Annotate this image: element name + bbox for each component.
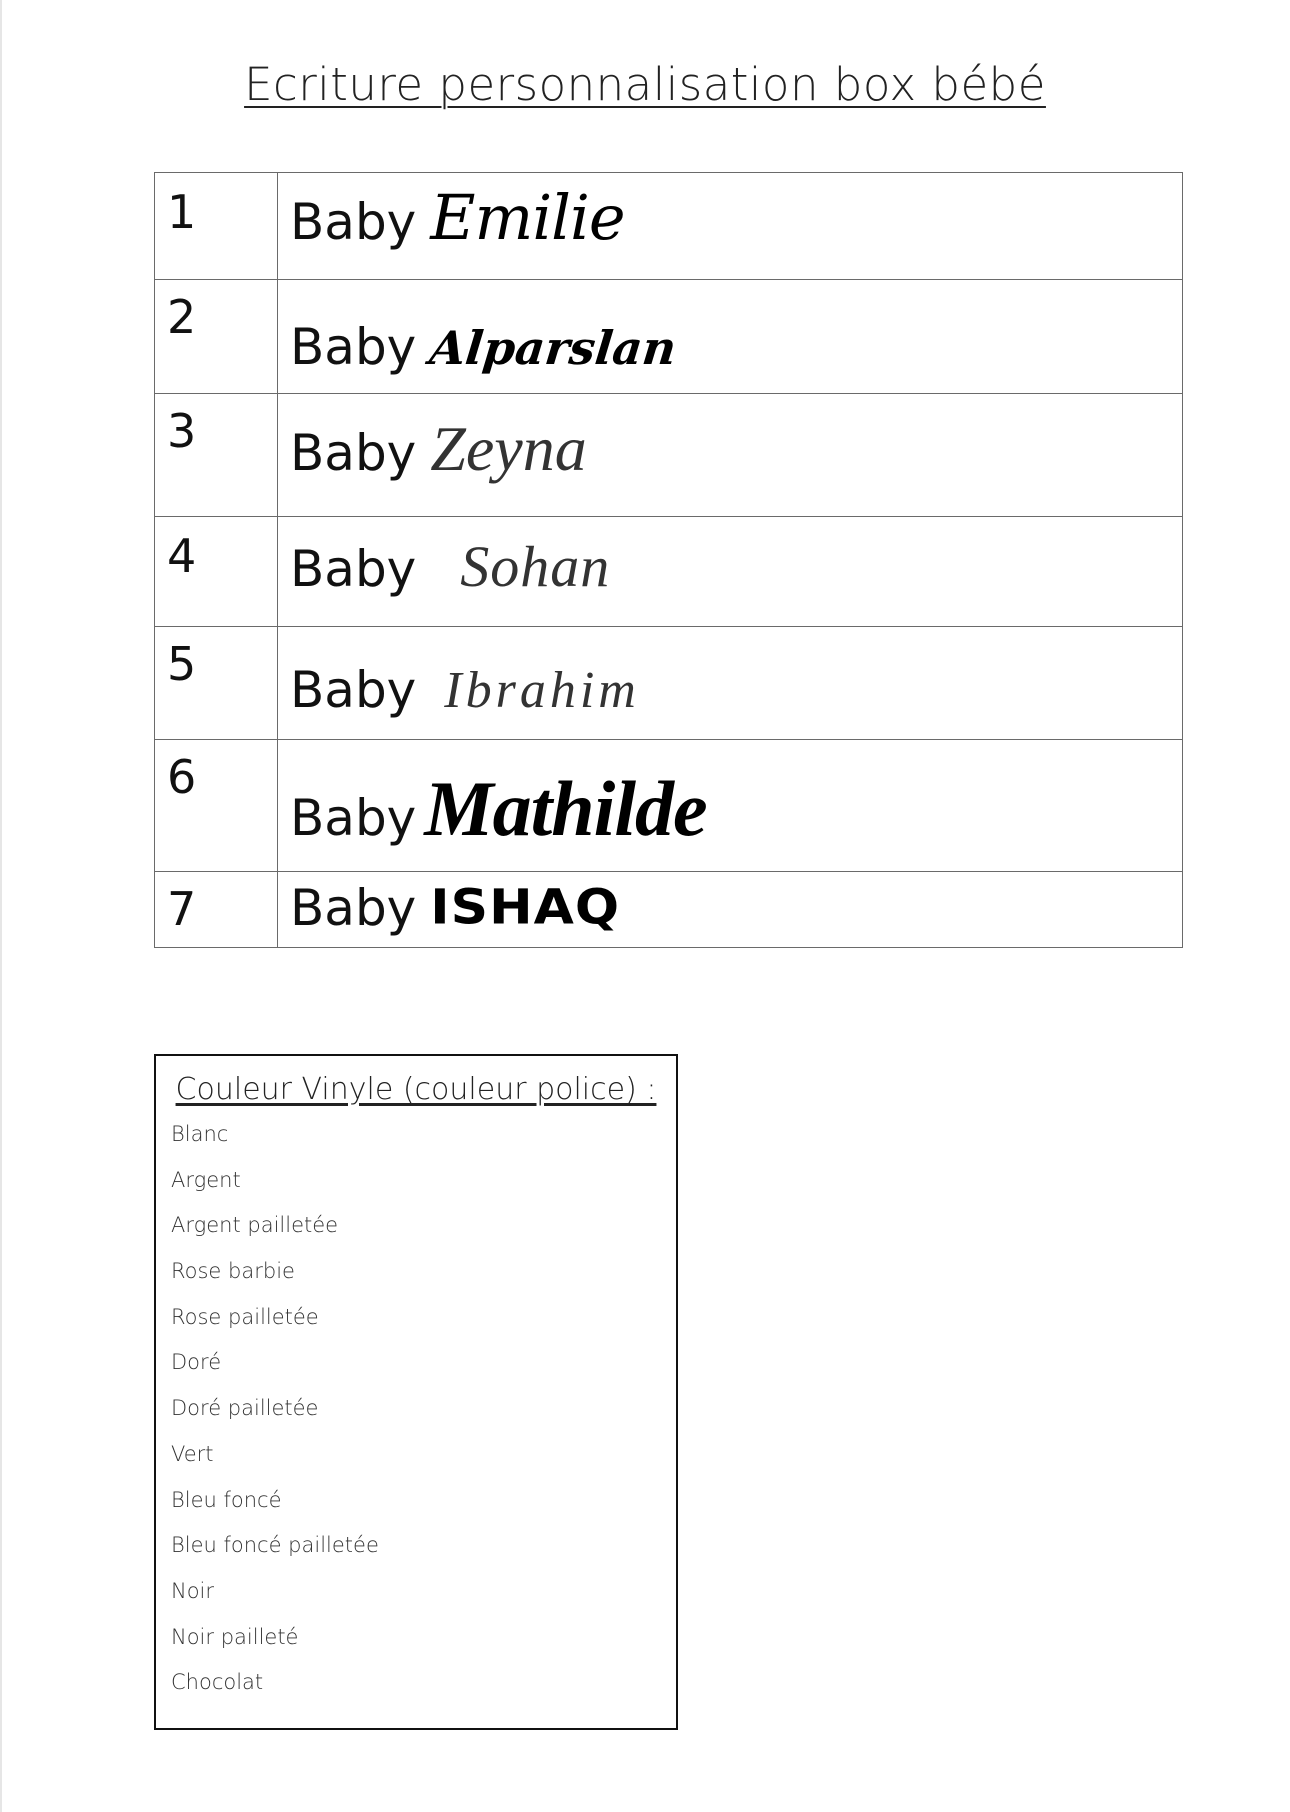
table-row (155, 280, 1183, 394)
list-item: Noir pailleté (171, 1624, 299, 1649)
sample-name: Zeyna (430, 413, 587, 484)
table-row (155, 517, 1183, 627)
row-number: 7 (167, 882, 197, 936)
sample-cell (278, 517, 1183, 627)
sample-prefix: Baby (290, 318, 417, 376)
list-item: Argent pailletée (171, 1213, 339, 1238)
list-item: Doré pailletée (171, 1396, 319, 1421)
sample-prefix: Baby (290, 540, 417, 598)
page-edge (0, 0, 2, 1812)
sample-prefix: Baby (290, 789, 417, 847)
sample-prefix: Baby (290, 661, 417, 719)
font-sample (290, 764, 707, 854)
table-row (155, 627, 1183, 740)
sample-name: Sohan (460, 534, 611, 599)
font-samples-table (154, 172, 1183, 948)
row-number-cell (155, 394, 278, 517)
row-number: 1 (167, 185, 197, 239)
row-number-cell (155, 872, 278, 948)
sample-cell (278, 394, 1183, 517)
table-row (155, 740, 1183, 872)
list-item: Chocolat (171, 1670, 264, 1695)
list-item: Blanc (171, 1122, 229, 1146)
table-row (155, 394, 1183, 517)
list-item: Vert (171, 1441, 214, 1466)
font-sample (290, 412, 587, 486)
row-number-cell (155, 627, 278, 740)
sample-cell (278, 627, 1183, 740)
sample-cell (278, 740, 1183, 872)
sample-cell (278, 280, 1183, 394)
list-item: Doré (171, 1350, 222, 1375)
vinyl-color-title: Couleur Vinyle (couleur police) : (175, 1072, 657, 1107)
sample-name: Alparslan (427, 321, 680, 375)
font-sample (290, 533, 610, 600)
table-row (155, 872, 1183, 948)
list-item: Rose barbie (171, 1259, 295, 1284)
row-number: 3 (167, 404, 197, 458)
sample-name: Ibrahim (444, 662, 640, 719)
row-number-cell (155, 173, 278, 280)
sample-prefix: Baby (290, 879, 417, 937)
list-item: Bleu foncé (171, 1487, 282, 1512)
sample-cell (278, 872, 1183, 948)
vinyl-color-box (154, 1054, 678, 1730)
row-number-cell (155, 740, 278, 872)
sample-prefix: Baby (290, 193, 417, 251)
list-item: Bleu foncé pailletée (171, 1533, 379, 1558)
sample-cell (278, 173, 1183, 280)
sample-prefix: Baby (290, 424, 417, 482)
list-item: Argent (171, 1167, 241, 1192)
sample-name: Emilie (430, 181, 625, 254)
list-item: Rose pailletée (171, 1304, 319, 1329)
font-sample (290, 318, 680, 376)
row-number-cell (155, 280, 278, 394)
row-number: 6 (167, 750, 197, 804)
row-number: 5 (167, 637, 197, 691)
page-title: Ecriture personnalisation box bébé (244, 58, 1046, 111)
row-number: 4 (167, 529, 197, 583)
list-item: Noir (171, 1578, 215, 1603)
row-number: 2 (167, 290, 197, 344)
sample-name: Mathilde (424, 765, 707, 852)
vinyl-color-list (171, 1124, 379, 1718)
font-sample (290, 661, 640, 720)
row-number-cell (155, 517, 278, 627)
font-sample (290, 181, 625, 254)
sample-name: ISHAQ (430, 880, 621, 936)
font-sample (290, 878, 620, 938)
table-row (155, 173, 1183, 280)
